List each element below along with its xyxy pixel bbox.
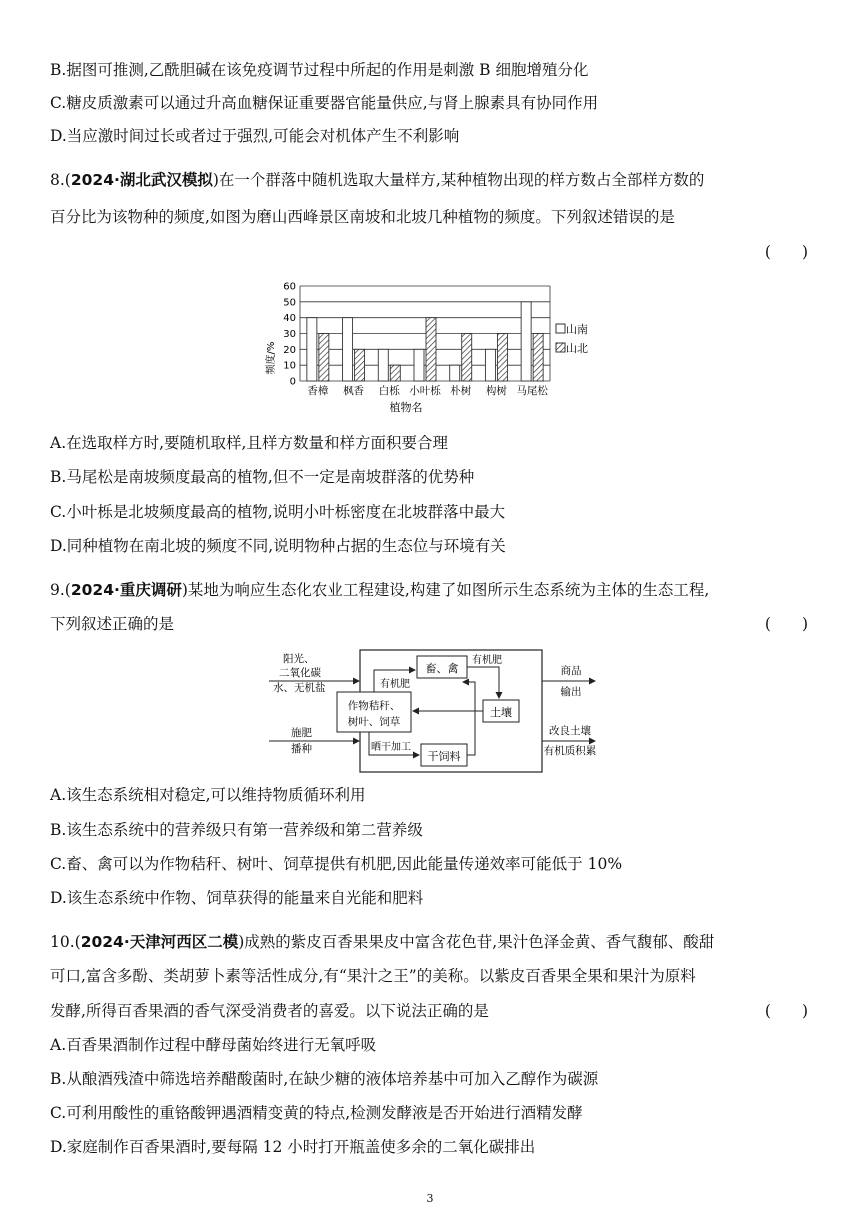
y-axis-label: 频度/% — [266, 341, 277, 375]
q9-option-c: C.畜、禽可以为作物秸秆、树叶、饲草提供有机肥,因此能量传递效率可能低于 10% — [50, 855, 623, 873]
output-organic: 有机质积累 — [543, 745, 597, 757]
q9-source: 2024·重庆调研 — [70, 581, 182, 599]
q7-option-d: D.当应激时间过长或者过于强烈,可能会对机体产生不利影响 — [50, 127, 460, 145]
q10-stem-line2: 可口,富含多酚、类胡萝卜素等活性成分,有“果汁之王”的美称。以紫皮百香果全果和果汁为原料 — [50, 967, 696, 985]
bar-south-0 — [307, 318, 317, 381]
legend-label-south: 山南 — [566, 323, 588, 336]
x-tick-label: 小叶栎 — [409, 385, 441, 397]
bar-north-4 — [462, 334, 472, 382]
bar-south-4 — [450, 365, 460, 381]
q10-answer-paren: ( ) — [764, 1002, 808, 1020]
y-tick-label: 60 — [283, 281, 296, 293]
y-tick-label: 40 — [283, 313, 296, 325]
q9-answer-paren: ( ) — [764, 615, 808, 633]
y-tick-label: 20 — [283, 344, 296, 356]
q10-option-b: B.从酿酒残渣中筛选培养醋酸菌时,在缺少糖的液体培养基中可加入乙醇作为碳源 — [50, 1070, 599, 1088]
q10-stem-line1: 10.(2024·天津河西区二模)成熟的紫皮百香果果皮中富含花色苷,果汁色泽金黄、香气馥郁、酸甜 — [50, 933, 715, 951]
q8-option-c: C.小叶栎是北坡频度最高的植物,说明小叶栎密度在北坡群落中最大 — [50, 503, 506, 521]
soil-label: 土壤 — [490, 706, 512, 719]
output-export: 输出 — [560, 686, 582, 698]
q9-option-a: A.该生态系统相对稳定,可以维持物质循环利用 — [50, 786, 366, 804]
q10-option-c: C.可利用酸性的重铬酸钾遇酒精变黄的特点,检测发酵液是否开始进行酒精发酵 — [50, 1104, 583, 1122]
crops-label-2: 树叶、饲草 — [347, 716, 401, 728]
bar-south-2 — [378, 349, 388, 381]
q9-stem-line1: 9.(2024·重庆调研)某地为响应生态化农业工程建设,构建了如图所示生态系统为主体的生态工程, — [50, 581, 710, 599]
x-axis-label: 植物名 — [389, 401, 423, 414]
q7-option-c: C.糖皮质激素可以通过升高血糖保证重要器官能量供应,与肾上腺素具有协同作用 — [50, 94, 599, 112]
q8-answer-paren: ( ) — [764, 243, 808, 261]
bar-south-5 — [485, 349, 495, 381]
y-tick-label: 0 — [289, 376, 296, 388]
bar-south-1 — [343, 318, 353, 381]
label-dry-process: 晒干加工 — [371, 742, 411, 753]
y-tick-label: 30 — [283, 329, 296, 340]
x-tick-label: 马尾松 — [516, 385, 548, 397]
label-fertilizer-2: 有机肥 — [472, 655, 502, 666]
chart-legend — [556, 323, 588, 355]
bar-north-2 — [390, 365, 400, 381]
x-tick-label: 构树 — [485, 385, 507, 397]
x-tick-label: 白栎 — [378, 385, 400, 397]
y-tick-label: 50 — [283, 297, 296, 309]
q8-option-b: B.马尾松是南坡频度最高的植物,但不一定是南坡群落的优势种 — [50, 468, 475, 486]
q9-option-b: B.该生态系统中的营养级只有第一营养级和第二营养级 — [50, 821, 423, 839]
y-tick-label: 10 — [283, 360, 296, 372]
q9-stem-line2: 下列叙述正确的是 — [50, 615, 175, 633]
q8-stem-line2: 百分比为该物种的频度,如图为磨山西峰景区南坡和北坡几种植物的频度。下列叙述错误的是 — [50, 208, 675, 226]
livestock-label: 畜、禽 — [425, 662, 459, 675]
input-fertilize: 施肥 — [291, 727, 312, 739]
q10-stem-line3: 发酵,所得百香果酒的香气深受消费者的喜爱。以下说法正确的是 — [50, 1002, 489, 1020]
frequency-bar-chart — [260, 278, 600, 418]
input-sunlight: 阳光、 — [283, 653, 315, 665]
input-water: 水、无机盐 — [273, 682, 326, 694]
bar-south-6 — [521, 302, 531, 381]
q10-source: 2024·天津河西区二模 — [80, 933, 239, 951]
q9-option-d: D.该生态系统中作物、饲草获得的能量来自光能和肥料 — [50, 889, 424, 907]
legend-swatch-north — [556, 343, 565, 352]
label-fertilizer-1: 有机肥 — [380, 679, 410, 690]
x-tick-label: 枫香 — [343, 385, 365, 397]
feed-label: 干饲料 — [427, 750, 461, 763]
x-tick-label: 朴树 — [450, 385, 472, 397]
output-improve-soil: 改良土壤 — [549, 725, 591, 737]
q10-option-d: D.家庭制作百香果酒时,要每隔 12 小时打开瓶盖使多余的二氧化碳排出 — [50, 1138, 536, 1156]
bar-north-3 — [426, 318, 436, 381]
bar-south-3 — [414, 349, 424, 381]
q8-stem-line1: 8.(2024·湖北武汉模拟)在一个群落中随机选取大量样方,某种植物出现的样方数占全部样方数的 — [50, 171, 705, 189]
q7-option-b: B.据图可推测,乙酰胆碱在该免疫调节过程中所起的作用是刺激 B 细胞增殖分化 — [50, 61, 589, 79]
input-sow: 播种 — [291, 743, 312, 755]
page-number: 3 — [426, 1192, 434, 1205]
q10-option-a: A.百香果酒制作过程中酵母菌始终进行无氧呼吸 — [50, 1036, 377, 1054]
bar-north-0 — [319, 334, 329, 382]
x-tick-label: 香樟 — [307, 385, 329, 397]
output-goods: 商品 — [560, 665, 582, 677]
bar-north-6 — [533, 334, 543, 382]
crops-label-1: 作物秸秆、 — [347, 700, 401, 712]
eco-engineering-diagram — [265, 648, 600, 776]
legend-label-north: 山北 — [566, 342, 588, 355]
bar-north-5 — [497, 334, 507, 382]
legend-swatch-south — [556, 324, 565, 333]
input-co2: 二氧化碳 — [279, 667, 321, 679]
bar-north-1 — [355, 349, 365, 381]
q8-option-a: A.在选取样方时,要随机取样,且样方数量和样方面积要合理 — [50, 434, 448, 452]
q8-source: 2024·湖北武汉模拟 — [70, 171, 213, 189]
q8-option-d: D.同种植物在南北坡的频度不同,说明物种占据的生态位与环境有关 — [50, 537, 506, 555]
